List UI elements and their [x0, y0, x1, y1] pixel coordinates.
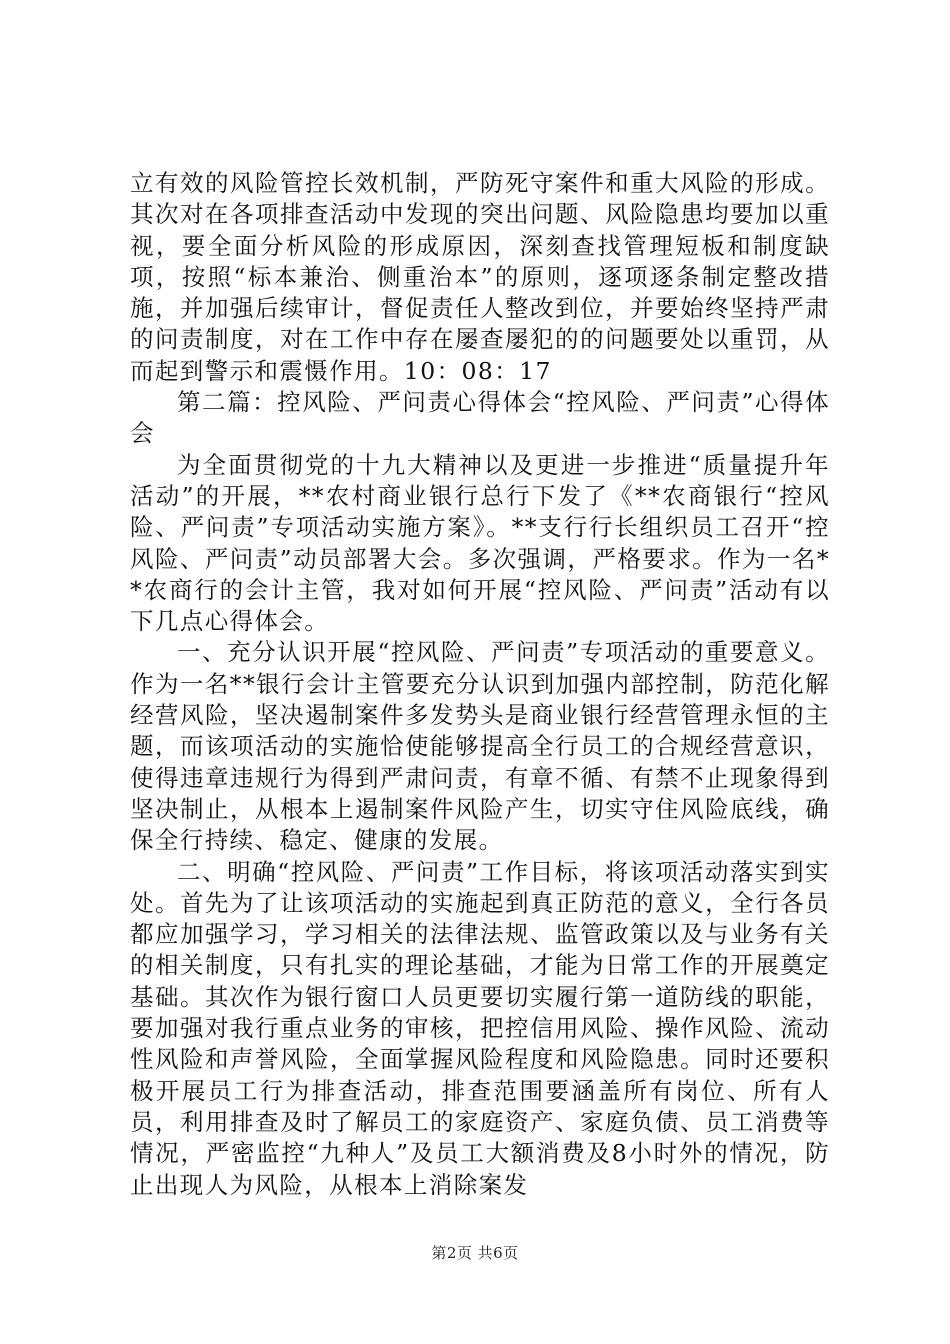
paragraph-continuation: 立有效的风险管控长效机制，严防死守案件和重大风险的形成。其次对在各项排查活动中发现的突出问题、风险隐患均要加以重视，要全面分析风险的形成原因，深刻查找管理短板和制度缺项，按照“标本兼治、侧重治本”的原则，逐项逐条制定整改措施，并加强后续审计，督促责任人整改到位，并要始终坚持严肃的问责制度，对在工作中存在屡查屡犯的的问题要处以重罚，从而起到警示和震慑作用。10：08：17: [130, 169, 830, 385]
page-number: 第2页 共6页: [431, 1244, 519, 1262]
paragraph-point-two: 二、明确“控风险、严问责”工作目标，将该项活动落实到实处。首先为了让该项活动的实施起到真正防范的意义，全行各员都应加强学习，学习相关的法律法规、监管政策以及与业务有关的相关制度，只有扎实的理论基础，才能为日常工作的开展奠定基础。其次作为银行窗口人员更要切实履行第一道防线的职能，要加强对我行重点业务的审核，把控信用风险、操作风险、流动性风险和声誉风险，全面掌握风险程度和风险隐患。同时还要积极开展员工行为排查活动，排查范围要涵盖所有岗位、所有人员，利用排查及时了解员工的家庭资产、家庭负债、员工消费等情况，严密监控“九种人”及员工大额消费及8小时外的情况，防止出现人为风险，从根本上消除案发: [130, 857, 830, 1199]
document-body: [130, 168, 830, 1201]
paragraph-point-one: 一、充分认识开展“控风险、严问责”专项活动的重要意义。作为一名**银行会计主管要充分认识到加强内部控制，防范化解经营风险，坚决遏制案件多发势头是商业银行经营管理永恒的主题，而该项活动的实施恰使能够提高全行员工的合规经营意识，使得违章违规行为得到严肃问责，有章不循、有禁不止现象得到坚决制止，从根本上遏制案件风险产生，切实守住风险底线，确保全行持续、稳定、健康的发展。: [130, 638, 830, 855]
paragraph-intro: 为全面贯彻党的十九大精神以及更进一步推进“质量提升年活动”的开展，**农村商业银行总行下发了《**农商银行“控风险、严问责”专项活动实施方案》。**支行行长组织员工召开“控风险、严问责”动员部署大会。多次强调，严格要求。作为一名**农商行的会计主管，我对如何开展“控风险、严问责”活动有以下几点心得体会。: [130, 450, 830, 636]
page-footer: [0, 1243, 950, 1263]
section-title: 第二篇：控风险、严问责心得体会“控风险、严问责”心得体会: [130, 388, 830, 448]
